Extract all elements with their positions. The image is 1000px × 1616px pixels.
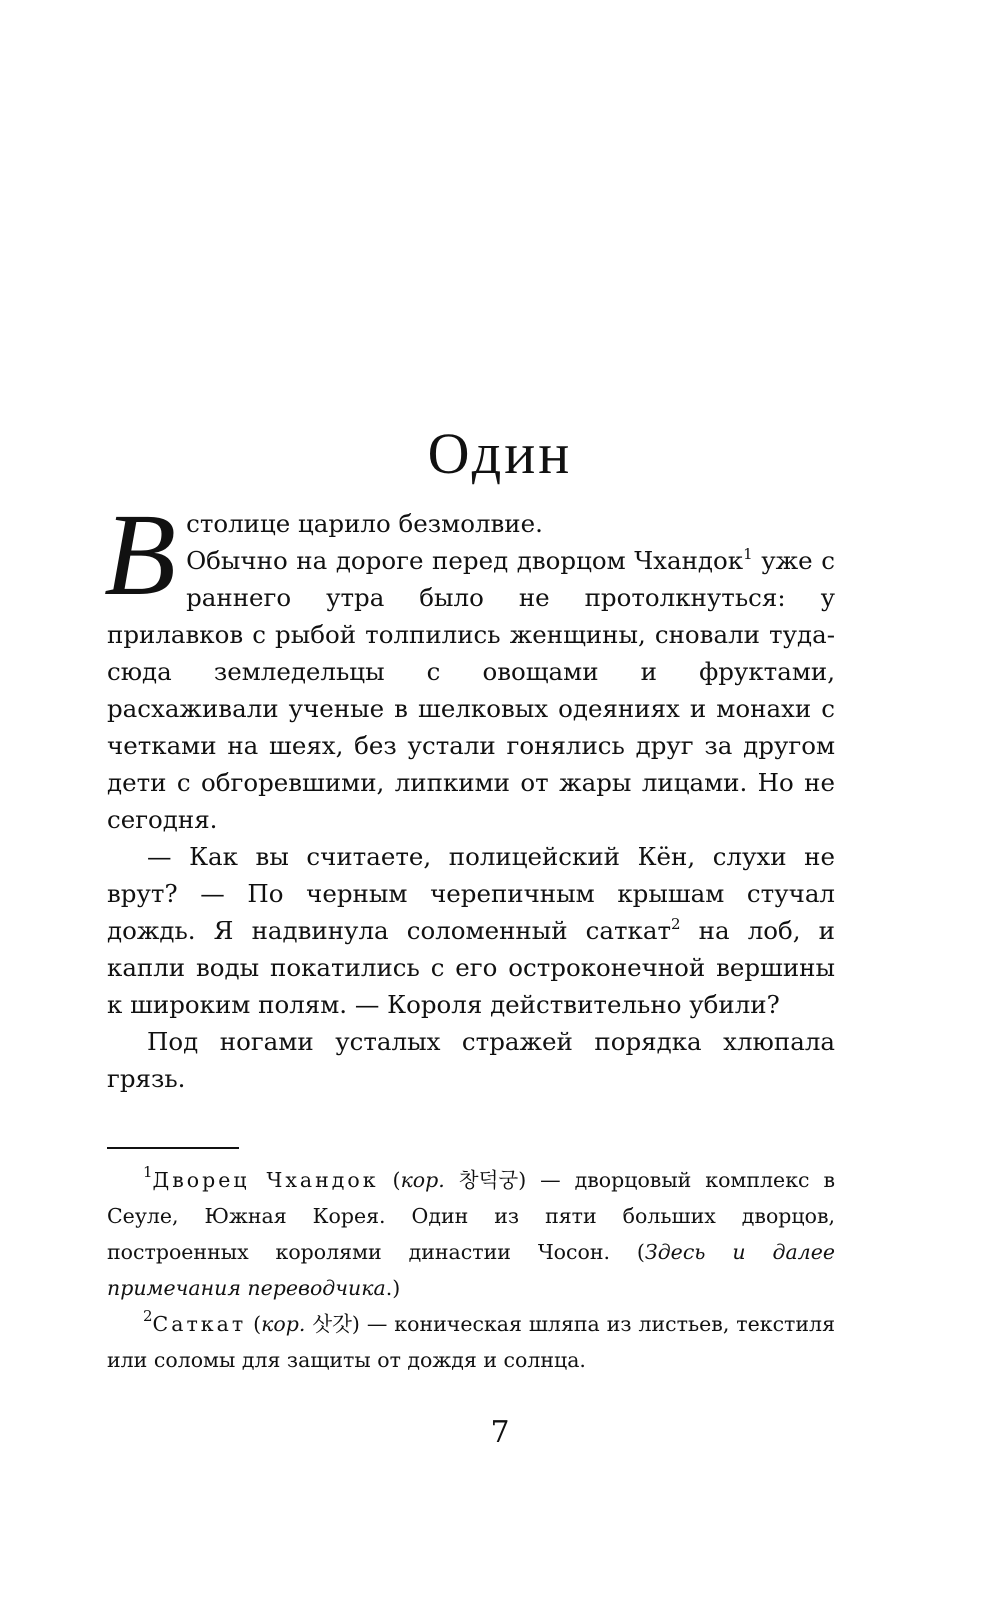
footnote-2-term: Саткат xyxy=(152,1312,247,1336)
footnote-2 xyxy=(107,1306,835,1378)
footnote-1-lang: кор. xyxy=(400,1168,445,1192)
paragraph-2 xyxy=(107,542,835,838)
footnote-1-text: ) — дворцовый комплекс в Сеуле, Южная Корея. Один из пяти больших дворцов, построенных королями династии Чосон. ( xyxy=(107,1168,835,1264)
paragraph-3-text-a: — Как вы считаете, полицейский Кён, слухи не врут? — По черным черепичным крышам стучал дождь. Я надвинула соломенный саткат xyxy=(107,842,835,945)
footnote-2-paren: ( xyxy=(246,1312,262,1336)
footnote-1-korean: 창덕궁 xyxy=(444,1168,519,1192)
footnote-2-korean: 삿갓 xyxy=(305,1312,352,1336)
footnote-2-text: ) — коническая шляпа из листьев, текстиля или соломы для защиты от дождя и солнца. xyxy=(107,1312,836,1372)
footnote-ref-2[interactable]: 2 xyxy=(671,915,681,933)
paragraph-3-text-b: на лоб, и капли воды покатились с его остроконечной вершины к широким полям. — Короля действительно убили? xyxy=(107,916,835,1019)
paragraph-3 xyxy=(107,838,835,1023)
main-text xyxy=(104,489,836,1097)
paragraph-2-text-b: уже с раннего утра было не протолкнуться: у прилавков с рыбой толпились женщины, сновали туда-сюда земледельцы с овощами и фруктами, расхаживали ученые в шелковых одеяниях и монахи с четками на шеях, без устали гонялись друг за другом дети с обгоревшими, липкими от жары лицами. Но не сегодня. xyxy=(107,546,836,834)
footnote-1-close: .) xyxy=(385,1276,401,1300)
paragraph-4: Под ногами усталых стражей порядка хлюпала грязь. xyxy=(107,1027,835,1093)
footnote-1-term: Дворец Чхандок xyxy=(152,1168,379,1192)
paragraph-2-text-a: Обычно на дороге перед дворцом Чхандок xyxy=(186,546,744,575)
footnote-2-lang: кор. xyxy=(261,1312,306,1336)
footnote-ref-1[interactable]: 1 xyxy=(743,545,753,563)
footnote-1-marker: 1 xyxy=(143,1163,153,1181)
footnotes xyxy=(107,1162,835,1378)
footnote-1 xyxy=(107,1162,835,1306)
drop-cap-letter: В xyxy=(104,489,177,620)
paragraph-1-text: столице царило безмолвие. xyxy=(186,509,543,538)
page-number: 7 xyxy=(490,1415,510,1450)
footnote-1-paren: ( xyxy=(378,1168,401,1192)
footnote-1-translator-note: Здесь и далее примечания переводчика xyxy=(107,1240,835,1300)
footnote-divider xyxy=(107,1147,239,1149)
footnote-2-marker: 2 xyxy=(143,1307,153,1325)
chapter-title: Один xyxy=(427,421,573,486)
